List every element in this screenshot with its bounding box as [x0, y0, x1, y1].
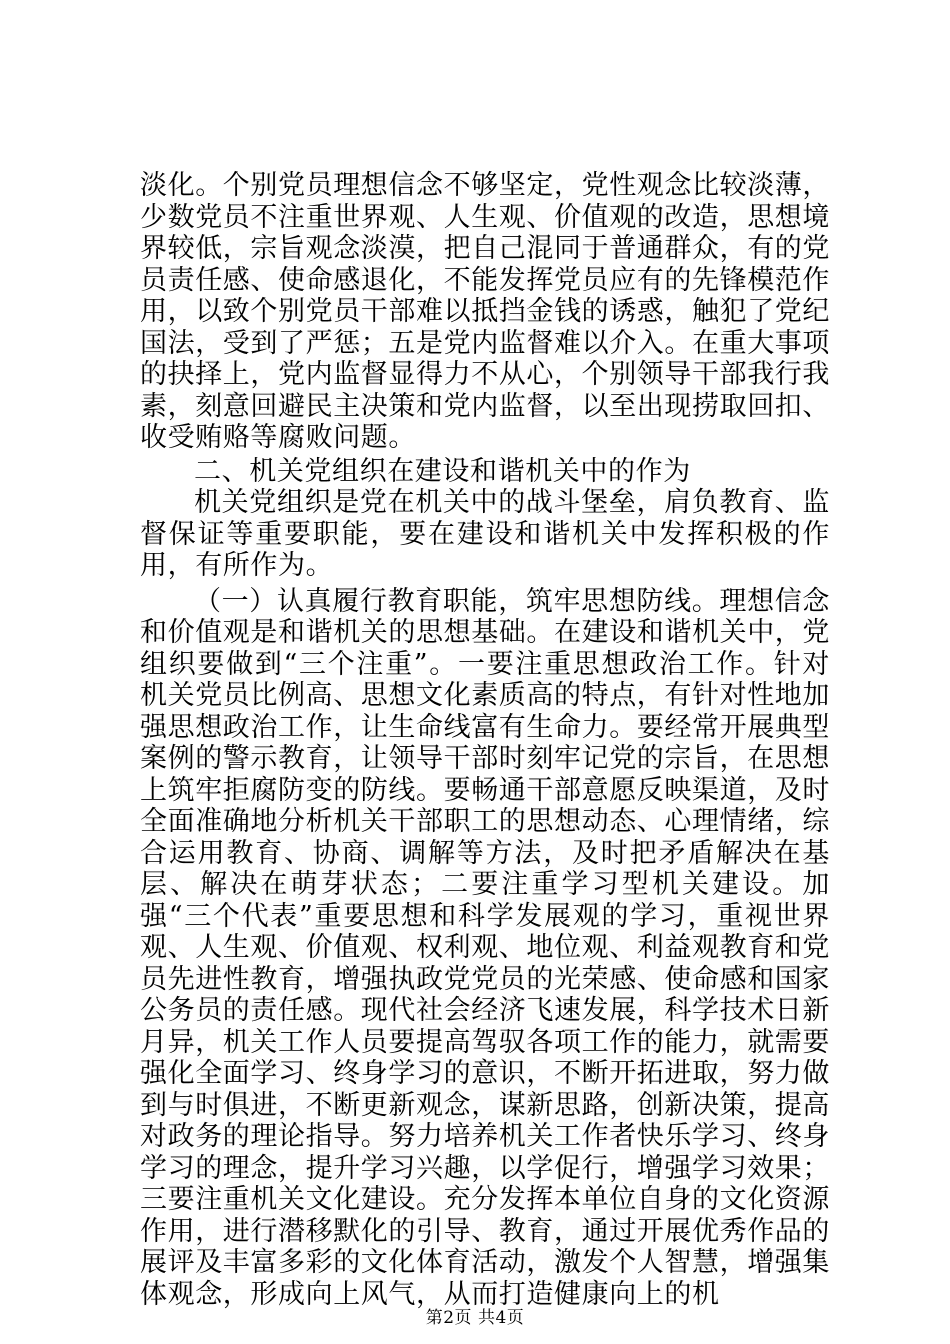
page-number-footer: 第2页 共4页 [425, 1308, 525, 1328]
paragraph-education-duty: （一）认真履行教育职能，筑牢思想防线。理想信念和价值观是和谐机关的思想基础。在建设和谐机关中，党组织要做到“三个注重”。一要注重思想政治工作。针对机关党员比例高、思想文化素质高的特点，有针对性地加强思想政治工作，让生命线富有生命力。要经常开展典型案例的警示教育，让领导干部时刻牢记党的宗旨，在思想上筑牢拒腐防变的防线。要畅通干部意愿反映渠道，及时全面准确地分析机关干部职工的思想动态、心理情绪，综合运用教育、协商、调解等方法，及时把矛盾解决在基层、解决在萌芽状态；二要注重学习型机关建设。加强“三个代表”重要思想和科学发展观的学习，重视世界观、人生观、价值观、权利观、地位观、利益观教育和党员先进性教育，增强执政党党员的光荣感、使命感和国家公务员的责任感。现代社会经济飞速发展，科学技术日新月异，机关工作人员要提高驾驭各项工作的能力，就需要强化全面学习、终身学习的意识，不断开拓进取，努力做到与时俱进，不断更新观念，谋新思路，创新决策，提高对政务的理论指导。努力培养机关工作者快乐学习、终身学习的理念，提升学习兴趣，以学促行，增强学习效果；三要注重机关文化建设。充分发挥本单位自身的文化资源作用，进行潜移默化的引导、教育，通过开展优秀作品的展评及丰富多彩的文化体育活动，激发个人智慧，增强集体观念，形成向上风气，从而打造健康向上的机 [140, 585, 830, 1310]
section-heading: 二、机关党组织在建设和谐机关中的作为 [194, 455, 691, 487]
paragraph-intro: 机关党组织是党在机关中的战斗堡垒，肩负教育、监督保证等重要职能，要在建设和谐机关中发挥积极的作用，有所作为。 [140, 487, 830, 581]
paragraph-continuation: 淡化。个别党员理想信念不够坚定，党性观念比较淡薄，少数党员不注重世界观、人生观、价值观的改造，思想境界较低，宗旨观念淡漠，把自己混同于普通群众，有的党员责任感、使命感退化，不能发挥党员应有的先锋模范作用，以致个别党员干部难以抵挡金钱的诱惑，触犯了党纪国法，受到了严惩；五是党内监督难以介入。在重大事项的抉择上，党内监督显得力不从心，个别领导干部我行我素，刻意回避民主决策和党内监督，以至出现捞取回扣、收受贿赂等腐败问题。 [140, 170, 830, 453]
document-body [140, 170, 830, 1310]
